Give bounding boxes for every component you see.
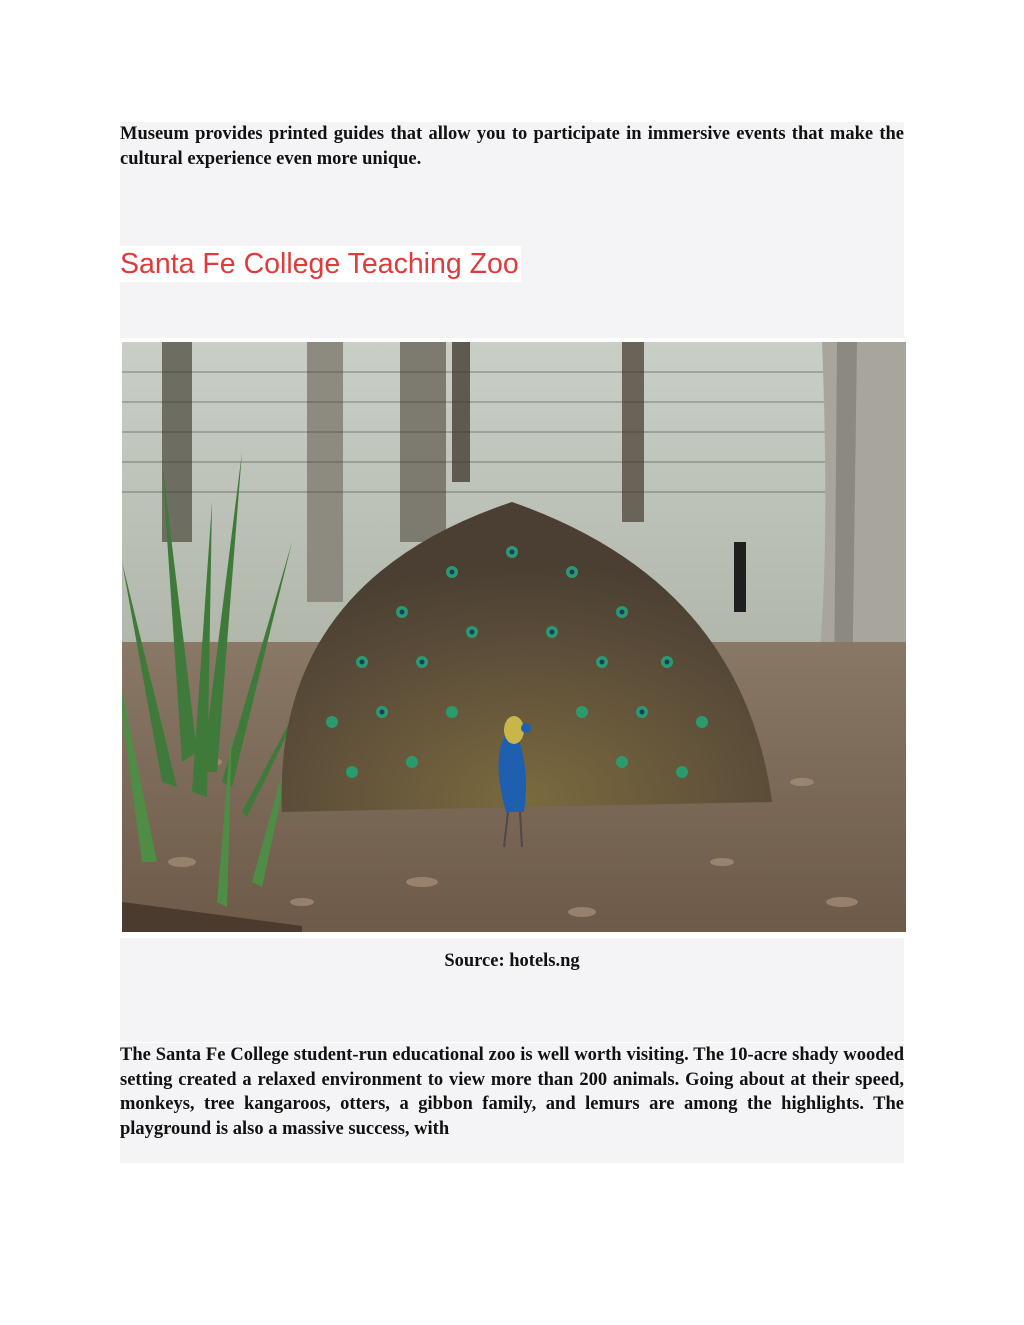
peacock-photo xyxy=(122,342,906,932)
body-block xyxy=(120,1043,904,1163)
caption-block xyxy=(120,938,904,1042)
image-caption: Source: hotels.ng xyxy=(444,951,580,971)
section-title: Santa Fe College Teaching Zoo xyxy=(120,248,519,280)
intro-paragraph: Museum provides printed guides that allow you to participate in immersive events that make the cultural experience even more unique. xyxy=(120,124,904,169)
intro-block xyxy=(120,122,904,338)
body-paragraph: The Santa Fe College student-run educational zoo is well worth visiting. The 10-acre shady wooded setting created a relaxed environment to view more than 200 animals. Going about at their speed, monkeys, tree kangaroos, otters, a gibbon family, and lemurs are among the highlights. The playground is also a massive success, with xyxy=(120,1045,904,1139)
